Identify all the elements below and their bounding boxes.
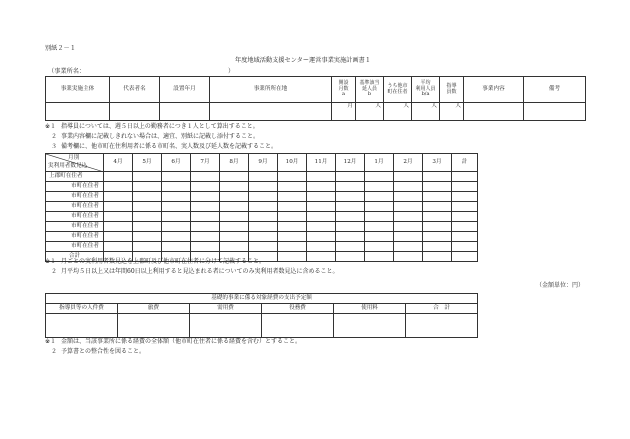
- monthly-cell[interactable]: [307, 242, 336, 252]
- month-header: 11月: [307, 154, 336, 172]
- monthly-cell[interactable]: [162, 222, 191, 232]
- monthly-cell[interactable]: [104, 182, 133, 192]
- col-header: 役務費: [262, 304, 334, 314]
- corner-top-label: 月別: [68, 155, 80, 161]
- row-label: 市町在住者: [46, 182, 104, 192]
- monthly-cell[interactable]: [423, 172, 452, 182]
- monthly-cell[interactable]: [278, 172, 307, 182]
- monthly-cell[interactable]: [365, 252, 394, 262]
- monthly-cell[interactable]: [162, 182, 191, 192]
- monthly-cell[interactable]: [452, 192, 478, 202]
- monthly-cell[interactable]: [278, 222, 307, 232]
- cell-supplies-cost[interactable]: [190, 314, 262, 338]
- monthly-cell[interactable]: [365, 182, 394, 192]
- monthly-cell[interactable]: [307, 252, 336, 262]
- monthly-cell[interactable]: [394, 192, 423, 202]
- monthly-cell[interactable]: [423, 242, 452, 252]
- monthly-cell[interactable]: [220, 222, 249, 232]
- col-header: 設置年月: [160, 77, 210, 103]
- month-header: 6月: [162, 154, 191, 172]
- cell-personnel-cost[interactable]: [46, 314, 118, 338]
- monthly-cell[interactable]: [162, 212, 191, 222]
- monthly-cell[interactable]: [162, 232, 191, 242]
- col-header: うち他市 町在住者: [384, 77, 412, 103]
- monthly-cell[interactable]: [249, 242, 278, 252]
- monthly-row: [46, 242, 478, 252]
- row-label: 市町在住者: [46, 242, 104, 252]
- monthly-cell[interactable]: [133, 232, 162, 242]
- monthly-cell[interactable]: [452, 172, 478, 182]
- monthly-cell[interactable]: [104, 222, 133, 232]
- monthly-cell[interactable]: [278, 192, 307, 202]
- monthly-cell[interactable]: [133, 172, 162, 182]
- monthly-cell[interactable]: [394, 212, 423, 222]
- table3-header-row: [46, 304, 478, 314]
- monthly-cell[interactable]: [423, 192, 452, 202]
- monthly-cell[interactable]: [394, 252, 423, 262]
- monthly-cell[interactable]: [336, 202, 365, 212]
- monthly-cell[interactable]: [220, 202, 249, 212]
- monthly-cell[interactable]: [336, 172, 365, 182]
- col-header: 開設 月数 a: [332, 77, 356, 103]
- cell-remarks[interactable]: [524, 103, 586, 121]
- monthly-row: [46, 172, 478, 182]
- monthly-cell[interactable]: [307, 222, 336, 232]
- monthly-cell[interactable]: [162, 172, 191, 182]
- col-header: 旅費: [118, 304, 190, 314]
- monthly-cell[interactable]: [191, 172, 220, 182]
- monthly-cell[interactable]: [365, 232, 394, 242]
- monthly-cell[interactable]: [423, 222, 452, 232]
- cell-content[interactable]: [464, 103, 524, 121]
- monthly-cell[interactable]: [452, 202, 478, 212]
- month-header: 8月: [220, 154, 249, 172]
- month-header: 5月: [133, 154, 162, 172]
- monthly-cell[interactable]: [307, 202, 336, 212]
- note-line: ２ 予算書との整合性を図ること。: [50, 348, 146, 355]
- monthly-cell[interactable]: [220, 172, 249, 182]
- expenditure-table: [45, 293, 478, 338]
- monthly-cell[interactable]: [452, 252, 478, 262]
- monthly-cell[interactable]: [133, 192, 162, 202]
- monthly-cell[interactable]: [452, 242, 478, 252]
- monthly-cell[interactable]: [336, 182, 365, 192]
- monthly-row: [46, 222, 478, 232]
- monthly-cell[interactable]: [307, 232, 336, 242]
- month-header: 2月: [394, 154, 423, 172]
- col-header: 備考: [524, 77, 586, 103]
- monthly-cell[interactable]: [307, 182, 336, 192]
- cell-service-cost[interactable]: [262, 314, 334, 338]
- currency-unit-note: （金額単位：円）: [536, 282, 585, 289]
- monthly-cell[interactable]: [365, 202, 394, 212]
- monthly-cell[interactable]: [278, 202, 307, 212]
- month-header: 7月: [191, 154, 220, 172]
- monthly-cell[interactable]: [394, 222, 423, 232]
- month-header: 計: [452, 154, 478, 172]
- note-line: ※１ 月ごとの実利用者数見込を上郡町及び他市町在住者に分けて記載すること。: [45, 258, 266, 265]
- monthly-cell[interactable]: [220, 212, 249, 222]
- appendix-number: 別紙２－１: [45, 45, 76, 52]
- cell-total[interactable]: [406, 314, 478, 338]
- cell-travel-cost[interactable]: [118, 314, 190, 338]
- monthly-cell[interactable]: [365, 212, 394, 222]
- monthly-cell[interactable]: [278, 242, 307, 252]
- monthly-cell[interactable]: [191, 182, 220, 192]
- row-label: 合計: [46, 252, 104, 262]
- monthly-cell[interactable]: [394, 202, 423, 212]
- monthly-cell[interactable]: [162, 192, 191, 202]
- monthly-cell[interactable]: [191, 212, 220, 222]
- monthly-cell[interactable]: [249, 202, 278, 212]
- col-header: 事業所所在地: [210, 77, 332, 103]
- monthly-cell[interactable]: [220, 242, 249, 252]
- monthly-cell[interactable]: [104, 192, 133, 202]
- row-label: 市町在住者: [46, 192, 104, 202]
- note-line: ２ 事業内容欄に記載しきれない場合は、適宜、別紙に記載し添付すること。: [50, 133, 260, 140]
- monthly-cell[interactable]: [162, 242, 191, 252]
- monthly-row: [46, 202, 478, 212]
- corner-bottom-label: 実利用者数見込: [48, 163, 88, 169]
- monthly-row: [46, 192, 478, 202]
- monthly-cell[interactable]: [191, 242, 220, 252]
- cell-usage-fee[interactable]: [334, 314, 406, 338]
- month-header: 9月: [249, 154, 278, 172]
- row-label: 上郡町在住者: [46, 172, 104, 182]
- month-header: 1月: [365, 154, 394, 172]
- monthly-row: [46, 212, 478, 222]
- cell-address[interactable]: [210, 103, 332, 121]
- monthly-cell[interactable]: [133, 222, 162, 232]
- monthly-cell[interactable]: [220, 182, 249, 192]
- cell-unit-persons[interactable]: 人: [440, 103, 464, 121]
- cell-entity[interactable]: [46, 103, 110, 121]
- monthly-cell[interactable]: [423, 252, 452, 262]
- table1-entry-row: [46, 103, 586, 121]
- col-header: 指導員等の人件費: [46, 304, 118, 314]
- monthly-row: [46, 182, 478, 192]
- cell-representative[interactable]: [110, 103, 160, 121]
- monthly-cell[interactable]: [336, 232, 365, 242]
- monthly-cell[interactable]: [249, 182, 278, 192]
- monthly-cell[interactable]: [452, 182, 478, 192]
- monthly-cell[interactable]: [365, 172, 394, 182]
- monthly-cell[interactable]: [191, 192, 220, 202]
- col-header: 基準該当 延人員 b: [356, 77, 384, 103]
- monthly-cell[interactable]: [278, 212, 307, 222]
- monthly-cell[interactable]: [452, 212, 478, 222]
- monthly-cell[interactable]: [336, 242, 365, 252]
- monthly-cell[interactable]: [307, 192, 336, 202]
- monthly-cell[interactable]: [133, 242, 162, 252]
- col-header: 事業実施主体: [46, 77, 110, 103]
- table1-header-row: [46, 77, 586, 103]
- row-label: 市町在住者: [46, 232, 104, 242]
- table3-entry-row: [46, 314, 478, 338]
- col-header: 使用料: [334, 304, 406, 314]
- monthly-cell[interactable]: [365, 222, 394, 232]
- monthly-cell[interactable]: [220, 232, 249, 242]
- note-line: ２ 月平均５日以上又は年間60日以上利用すると見込まれる者についてのみ実利用者数見込に含めること。: [50, 268, 339, 275]
- row-label: 市町在住者: [46, 222, 104, 232]
- monthly-cell[interactable]: [394, 232, 423, 242]
- note-line: ※１ 指導員については、週５日以上の勤務者につき１人として算出すること。: [45, 123, 259, 130]
- monthly-row: [46, 232, 478, 242]
- monthly-cell[interactable]: [191, 222, 220, 232]
- table3-title-row: [46, 294, 478, 304]
- monthly-cell[interactable]: [423, 202, 452, 212]
- note-line: ※１ 金額は、当該事業所に係る経費の全体額（他市町在住者に係る経費を含む）とすること。: [45, 338, 302, 345]
- monthly-cell[interactable]: [191, 232, 220, 242]
- monthly-cell[interactable]: [162, 202, 191, 212]
- monthly-cell[interactable]: [336, 212, 365, 222]
- monthly-cell[interactable]: [104, 212, 133, 222]
- monthly-cell[interactable]: [307, 172, 336, 182]
- monthly-cell[interactable]: [133, 182, 162, 192]
- monthly-cell[interactable]: [249, 222, 278, 232]
- business-plan-table: [45, 76, 586, 121]
- col-header: 指導 員数: [440, 77, 464, 103]
- col-header: 代表者名: [110, 77, 160, 103]
- month-header: 4月: [104, 154, 133, 172]
- row-label: 市町在住者: [46, 202, 104, 212]
- month-header: 10月: [278, 154, 307, 172]
- monthly-cell[interactable]: [104, 232, 133, 242]
- monthly-cell[interactable]: [423, 182, 452, 192]
- monthly-cell[interactable]: [423, 232, 452, 242]
- monthly-cell[interactable]: [278, 252, 307, 262]
- monthly-cell[interactable]: [452, 232, 478, 242]
- corner-cell: [46, 154, 104, 172]
- monthly-cell[interactable]: [104, 242, 133, 252]
- monthly-cell[interactable]: [133, 212, 162, 222]
- table2-header-row: [46, 154, 478, 172]
- monthly-cell[interactable]: [365, 242, 394, 252]
- monthly-cell[interactable]: [278, 232, 307, 242]
- monthly-cell[interactable]: [307, 212, 336, 222]
- monthly-cell[interactable]: [365, 192, 394, 202]
- monthly-cell[interactable]: [104, 172, 133, 182]
- monthly-cell[interactable]: [249, 232, 278, 242]
- month-header: 12月: [336, 154, 365, 172]
- monthly-cell[interactable]: [336, 252, 365, 262]
- monthly-cell[interactable]: [133, 202, 162, 212]
- monthly-cell[interactable]: [249, 192, 278, 202]
- cell-unit-persons[interactable]: 人: [384, 103, 412, 121]
- col-header: 事業内容: [464, 77, 524, 103]
- col-header: 合 計: [406, 304, 478, 314]
- note-line: ３ 備考欄に、他市町在住利用者に係る市町名、実人数及び延人数を記載すること。: [50, 143, 278, 150]
- monthly-cell[interactable]: [104, 202, 133, 212]
- monthly-cell[interactable]: [394, 172, 423, 182]
- monthly-cell[interactable]: [394, 242, 423, 252]
- cell-unit-months[interactable]: 月: [332, 103, 356, 121]
- col-header: 需用費: [190, 304, 262, 314]
- monthly-cell[interactable]: [423, 212, 452, 222]
- document-title: 年度地域活動支援センター運営事業実施計画書１: [235, 57, 371, 64]
- monthly-cell[interactable]: [452, 222, 478, 232]
- col-header: 平均 利用人員 b/a: [412, 77, 440, 103]
- month-header: 3月: [423, 154, 452, 172]
- monthly-cell[interactable]: [191, 202, 220, 212]
- cell-unit-persons[interactable]: 人: [412, 103, 440, 121]
- monthly-cell[interactable]: [278, 182, 307, 192]
- monthly-cell[interactable]: [336, 192, 365, 202]
- monthly-cell[interactable]: [220, 192, 249, 202]
- monthly-cell[interactable]: [249, 172, 278, 182]
- cell-established[interactable]: [160, 103, 210, 121]
- cell-unit-persons[interactable]: 人: [356, 103, 384, 121]
- monthly-cell[interactable]: [249, 212, 278, 222]
- office-name-label: （事業所名：: [48, 68, 86, 75]
- monthly-cell[interactable]: [336, 222, 365, 232]
- monthly-users-table: [45, 153, 478, 262]
- monthly-cell[interactable]: [394, 182, 423, 192]
- expenditure-title: 基礎的事業に係る対象経費の支出予定額: [46, 294, 478, 304]
- row-label: 市町在住者: [46, 212, 104, 222]
- office-name-close: ）: [228, 68, 235, 75]
